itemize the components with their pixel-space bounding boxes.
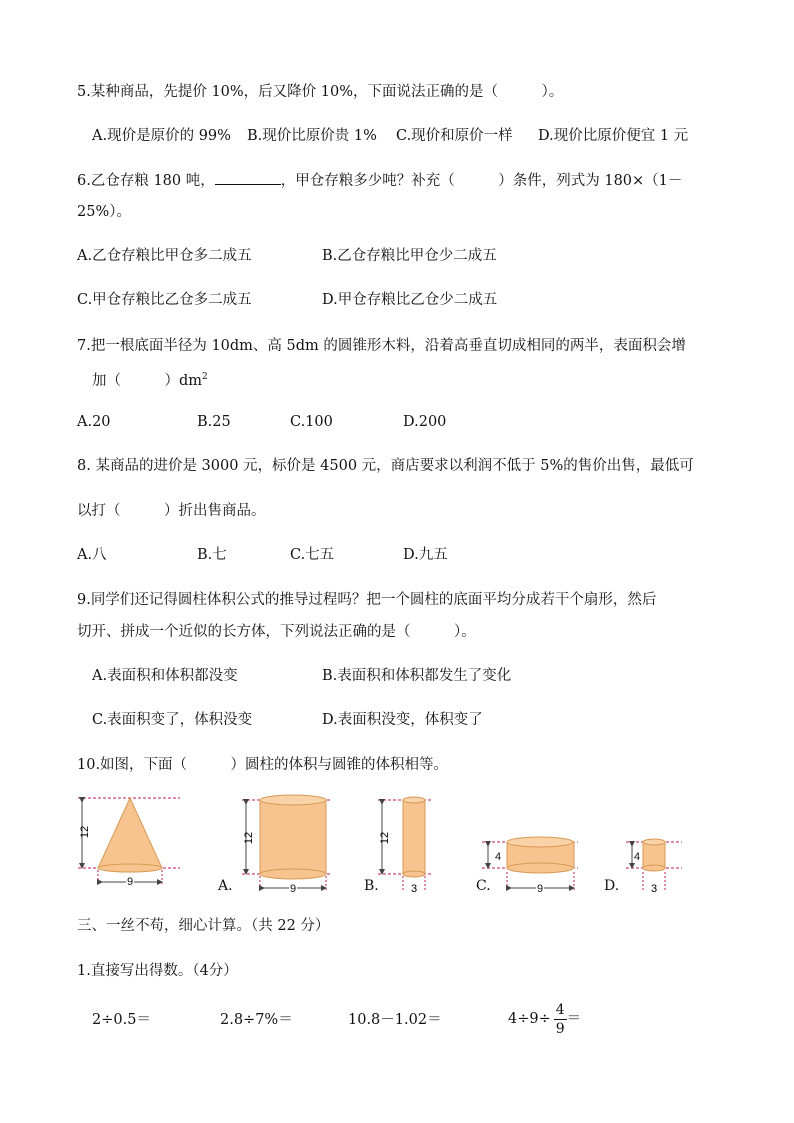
q9-option-d[interactable]: D.表面积没变，体积变了	[322, 712, 483, 728]
q8-option-b[interactable]: B.七	[197, 547, 227, 563]
q10-stem: 10.如图，下面（ ）圆柱的体积与圆锥的体积相等。	[77, 757, 449, 773]
q5-option-a[interactable]: A.现价是原价的 99%	[92, 128, 231, 144]
q9-stem: 9.同学们还记得圆柱体积公式的推导过程吗？把一个圆柱的底面平均分成若干个扇形，然后	[77, 592, 657, 608]
q7-stem: 7.把一根底面半径为 10dm、高 5dm 的圆锥形木料，沿着高垂直切成相同的两半，表面积会增	[77, 338, 686, 354]
calc-expression-4	[508, 999, 581, 1039]
calc-expression-3: 10.8－1.02＝	[348, 1012, 442, 1028]
cylinder-b-diameter-label: 3	[410, 883, 418, 895]
calc1-title: 1.直接写出得数。（4分）	[77, 963, 238, 979]
q6-stem	[77, 170, 682, 191]
q9-stem-line2: 切开、拼成一个近似的长方体，下列说法正确的是（ ）。	[77, 624, 476, 640]
fraction	[554, 1001, 567, 1038]
q5-option-b[interactable]: B.现价比原价贵 1%	[247, 128, 377, 144]
q9-option-a[interactable]: A.表面积和体积都没变	[92, 668, 238, 684]
q6-stem-part1: 6.乙仓存粮 180 吨，	[77, 173, 215, 189]
fraction-numerator: 4	[555, 1001, 565, 1018]
q8-option-c[interactable]: C.七五	[290, 547, 335, 563]
cylinder-c-diameter-label: 9	[536, 883, 544, 895]
cylinder-c-figure	[482, 837, 578, 895]
cylinder-b-height-label: 12	[379, 831, 391, 845]
cylinder-a-diameter-label: 9	[289, 883, 297, 895]
q10-option-b[interactable]: B.	[364, 878, 379, 894]
q6-option-d[interactable]: D.甲仓存粮比乙仓少二成五	[322, 292, 498, 308]
q6-stem-part2: ，甲仓存粮多少吨？补充（ ）条件，列式为 180×（1－	[280, 173, 683, 189]
calc4-prefix: 4÷9÷	[508, 1011, 551, 1027]
q8-stem: 8. 某商品的进价是 3000 元，标价是 4500 元，商店要求以利润不低于 5%的售价出售，最低可	[77, 458, 694, 474]
q6-stem-line2: 25%）。	[77, 204, 131, 220]
q7-stem-text: 加（ ）dm	[92, 372, 203, 389]
cylinder-a-figure	[242, 795, 330, 895]
q10-option-a[interactable]: A.	[218, 878, 233, 894]
q9-option-b[interactable]: B.表面积和体积都发生了变化	[322, 668, 512, 684]
q9-option-c[interactable]: C.表面积变了，体积没变	[92, 712, 253, 728]
cylinder-b-figure	[378, 797, 432, 895]
q7-stem-line2	[92, 367, 208, 391]
q8-option-a[interactable]: A.八	[77, 547, 107, 563]
q6-option-b[interactable]: B.乙仓存粮比甲仓少二成五	[322, 248, 497, 264]
q7-option-b[interactable]: B.25	[197, 414, 231, 430]
q6-option-a[interactable]: A.乙仓存粮比甲仓多二成五	[77, 248, 252, 264]
q6-blank[interactable]	[215, 170, 281, 185]
cylinder-c-height-label: 4	[494, 851, 502, 863]
q7-option-a[interactable]: A.20	[77, 414, 111, 430]
fraction-denominator: 9	[555, 1020, 565, 1037]
q7-option-c[interactable]: C.100	[290, 414, 333, 430]
q10-option-c[interactable]: C.	[476, 878, 491, 894]
q5-option-c[interactable]: C.现价和原价一样	[396, 128, 513, 144]
q7-unit-superscript: 2	[202, 372, 208, 382]
cone-height-label: 12	[79, 825, 91, 839]
cone-figure	[78, 798, 180, 888]
cone-diameter-label: 9	[126, 876, 134, 888]
cylinder-d-figure	[626, 839, 682, 895]
calc-expression-2: 2.8÷7%＝	[220, 1012, 293, 1028]
q7-option-d[interactable]: D.200	[403, 414, 447, 430]
cylinder-d-height-label: 4	[633, 851, 641, 863]
q8-option-d[interactable]: D.九五	[403, 547, 448, 563]
q6-option-c[interactable]: C.甲仓存粮比乙仓多二成五	[77, 292, 252, 308]
q10-option-d[interactable]: D.	[604, 878, 620, 894]
calc4-suffix: ＝	[566, 1011, 582, 1027]
cylinder-a-height-label: 12	[243, 831, 255, 845]
q8-stem-line2: 以打（ ）折出售商品。	[77, 503, 266, 519]
cylinder-d-diameter-label: 3	[650, 883, 658, 895]
q10-figures	[70, 792, 690, 900]
calc-expression-1: 2÷0.5＝	[92, 1012, 151, 1028]
q5-option-d[interactable]: D.现价比原价便宜 1 元	[538, 128, 689, 144]
section3-title: 三、一丝不苟，细心计算。（共 22 分）	[77, 918, 330, 934]
q5-stem: 5.某种商品，先提价 10%，后又降价 10%，下面说法正确的是（ ）。	[77, 84, 564, 100]
